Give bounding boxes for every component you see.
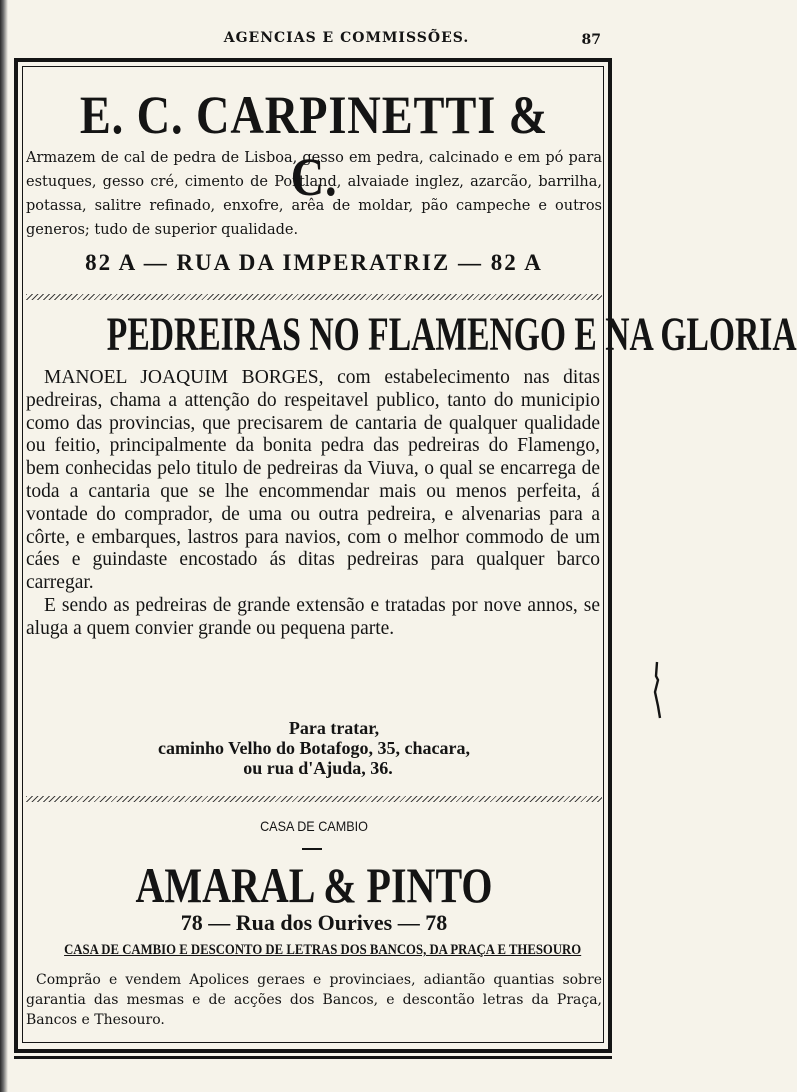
pedreiras-heading: PEDREIRAS NO FLAMENGO E NA GLORIA: [106, 308, 797, 361]
page-edge-shadow: [0, 0, 8, 1092]
ornamental-divider: [26, 294, 602, 300]
margin-ink-mark-icon: [652, 662, 662, 720]
amaral-label: CASA DE CAMBIO: [260, 818, 368, 834]
carpinetti-address: 82 A — RUA DA IMPERATRIZ — 82 A: [85, 250, 543, 275]
amaral-firm-name: AMARAL & PINTO: [135, 857, 493, 913]
amaral-description-text: Comprão e vendem Apolices geraes e provinciaes, adiantão quantias sobre garantia das mesmas e de acções dos Bancos, e descontão letras da Praça, Bancos e Thesouro.: [26, 972, 602, 1028]
amaral-address: 78 — Rua dos Ourives — 78: [180, 910, 448, 935]
carpinetti-description: Armazem de cal de pedra de Lisboa, gesso em pedra, calcinado e em pó para estuques, gesso cré, cimento de Portland, alvaiade inglez, azarcão, barrilha, potassa, salitre refinado, enxofre, arêa de moldar, pão campeche e outros generos; tudo de superior qualidade.: [26, 150, 602, 238]
contact-line: Para tratar,: [288, 718, 380, 738]
amaral-description: [26, 970, 602, 1030]
carpinetti-firm-name: E. C. CARPINETTI & C.: [79, 85, 549, 207]
running-head: [0, 28, 693, 50]
pedreiras-body: [26, 367, 600, 641]
frame-bottom-rule: [14, 1050, 612, 1059]
amaral-services: CASA DE CAMBIO E DESCONTO DE LETRAS DOS BANCOS, DA PRAÇA E THESOURO: [64, 942, 582, 958]
section-title: AGENCIAS E COMMISSÕES.: [223, 30, 470, 46]
contact-line: caminho Velho do Botafogo, 35, chacara,: [157, 738, 470, 758]
pedreiras-paragraph: MANOEL JOAQUIM BORGES, com estabelecimento nas ditas pedreiras, chama a attenção do respeitavel publico, tanto do municipio como das provincias, que precisarem de cantaria de qualquer qualidade ou feitio, principalmente da bonita pedra das pedreiras do Flamengo, bem conhecidas pelo titulo de pedreiras da Viuva, o qual se encarrega de toda a cantaria que se lhe encommendar mais ou menos perfeita, á vontade do comprador, de uma ou outra pedreira, e alvenarias para a côrte, e embarques, lastros para navios, com o melhor commodo de um cáes e guindaste encostado ás ditas pedreiras para qualquer barco carregar.: [26, 367, 600, 594]
short-rule: [302, 848, 322, 850]
ornamental-divider: [26, 796, 602, 802]
pedreiras-paragraph: E sendo as pedreiras de grande extensão e tratadas por nove annos, se aluga a quem convier grande ou pequena parte.: [26, 594, 600, 639]
contact-line: ou rua d'Ajuda, 36.: [243, 758, 393, 778]
page-number: 87: [581, 32, 601, 48]
pedreiras-contact: [26, 718, 602, 778]
